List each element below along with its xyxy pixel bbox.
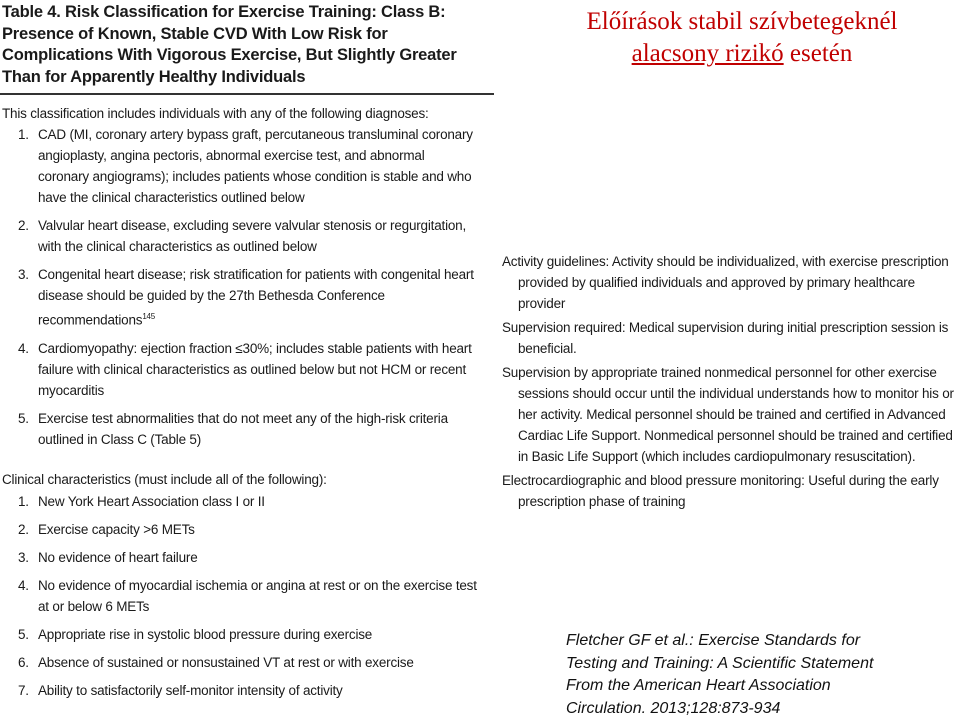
list-item: 1. CAD (MI, coronary artery bypass graft, percutaneous transluminal coronary angioplasty, angina pectoris, abnormal exercise test, and abnormal coronary angiograms); includes patients whose condition is stable and who have the clinical characteristics outlined below: [18, 124, 478, 208]
slide-title-line1: Előírások stabil szívbetegeknél: [586, 8, 897, 35]
list-item: 3. No evidence of heart failure: [18, 547, 478, 568]
list-item: 4. No evidence of myocardial ischemia or angina at rest or on the exercise test at or below 6 METs: [18, 575, 478, 617]
list-item: 1. New York Heart Association class I or II: [18, 491, 478, 512]
clinical-list: [18, 491, 478, 701]
clinical-heading: Clinical characteristics (must include all of the following):: [2, 469, 327, 490]
guidelines-panel: [502, 251, 960, 515]
list-item: 4. Cardiomyopathy: ejection fraction ≤30%; includes stable patients with heart failure with clinical characteristics as outlined below but not HCM or recent myocarditis: [18, 338, 478, 401]
list-item: 2. Valvular heart disease, excluding severe valvular stenosis or regurgitation, with the clinical characteristics as outlined below: [18, 215, 478, 257]
citation-line: Fletcher GF et al.: Exercise Standards for: [566, 630, 956, 653]
guideline-item: Supervision by appropriate trained nonmedical personnel for other exercise sessions should occur until the individual understands how to monitor his or her activity. Medical personnel should be trained and certified in Advanced Cardiac Life Support. Nonmedical personnel should be trained and certified in Basic Life Support (which includes cardiopulmonary resuscitation).: [502, 362, 960, 467]
list-item: 6. Absence of sustained or nonsustained VT at rest or with exercise: [18, 652, 478, 673]
table-title: Table 4. Risk Classification for Exercise Training: Class B: Presence of Known, Stable CVD With Low Risk for Complications With Vigorous Exercise, But Slightly Greater Than for Apparently Healthy Individuals: [2, 2, 490, 88]
list-item: 2. Exercise capacity >6 METs: [18, 519, 478, 540]
slide-title-underlined: alacsony rizikó: [632, 40, 784, 67]
guideline-item: Electrocardiographic and blood pressure monitoring: Useful during the early prescription phase of training: [502, 470, 960, 512]
citation: [566, 630, 956, 720]
citation-superscript: 145: [142, 312, 155, 321]
citation-line: From the American Heart Association: [566, 675, 956, 698]
citation-line: Circulation. 2013;128:873-934: [566, 698, 956, 720]
guideline-item: Supervision required: Medical supervision during initial prescription session is beneficial.: [502, 317, 960, 359]
list-item: 5. Appropriate rise in systolic blood pressure during exercise: [18, 624, 478, 645]
slide-title-rest: esetén: [784, 40, 853, 67]
slide-title: [528, 6, 956, 70]
guideline-item: Activity guidelines: Activity should be individualized, with exercise prescription provided by qualified individuals and approved by primary healthcare provider: [502, 251, 960, 314]
list-item: 5. Exercise test abnormalities that do not meet any of the high-risk criteria outlined in Class C (Table 5): [18, 408, 478, 450]
list-item: 3. Congenital heart disease; risk stratification for patients with congenital heart disease should be guided by the 27th Bethesda Conference recommendations$^{145}$: [18, 264, 478, 331]
title-divider: [0, 93, 494, 95]
diagnoses-list: [18, 124, 478, 450]
citation-line: Testing and Training: A Scientific Statement: [566, 653, 956, 676]
table-intro: This classification includes individuals with any of the following diagnoses:: [2, 103, 429, 124]
list-item: 7. Ability to satisfactorily self-monitor intensity of activity: [18, 680, 478, 701]
